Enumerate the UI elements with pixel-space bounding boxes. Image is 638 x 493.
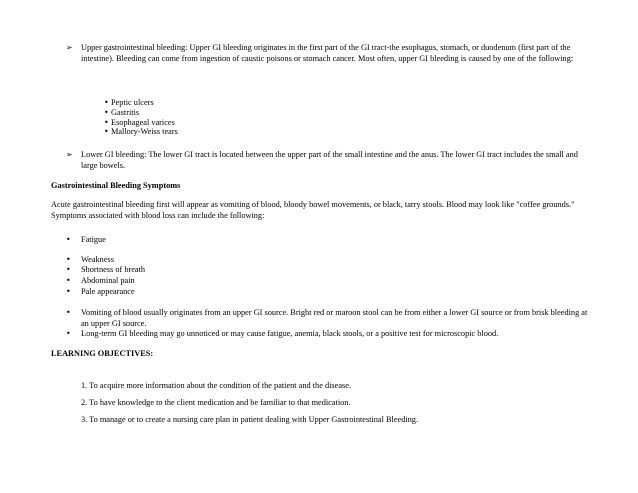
arrow-bullet-icon: ➢: [66, 150, 73, 159]
list-item: Weakness: [81, 255, 114, 264]
bullet-icon: •: [66, 265, 71, 274]
symptoms-intro: Acute gastrointestinal bleeding first will appear as vomiting of blood, bloody bowel movements, or black, tarry stools. Blood may look like "coffee grounds." Symptoms associated with blood loss can include the following:: [51, 200, 575, 220]
list-item: Gastritis: [111, 108, 140, 117]
bullet-icon: •: [104, 108, 109, 117]
bullet-icon: •: [66, 255, 71, 264]
list-item: Peptic ulcers: [111, 98, 154, 107]
list-item: Vomiting of blood usually originates from an upper GI source. Bright red or maroon stool can be from either a lower GI source or from brisk bleeding at an upper GI source.: [81, 308, 588, 328]
list-item: Fatigue: [81, 235, 106, 244]
bullet-icon: •: [66, 287, 71, 296]
arrow-bullet-icon: ➢: [66, 43, 73, 52]
objective-item: 3. To manage or to create a nursing care plan in patient dealing with Upper Gastrointestinal Bleeding.: [81, 415, 419, 424]
bullet-icon: •: [66, 235, 71, 244]
bullet-icon: •: [66, 308, 71, 317]
list-item: Long-term GI bleeding may go unnoticed or may cause fatigue, anemia, black stools, or a positive test for microscopic blood.: [81, 329, 499, 338]
objectives-heading: LEARNING OBJECTIVES:: [51, 349, 154, 358]
bullet-icon: •: [66, 276, 71, 285]
objective-item: 1. To acquire more information about the condition of the patient and the disease.: [81, 381, 351, 390]
objective-item: 2. To have knowledge to the client medication and be familiar to that medication.: [81, 398, 351, 407]
list-item: Esophageal varices: [111, 118, 175, 127]
list-item: Mallory-Weiss tears: [111, 127, 178, 136]
bullet-icon: •: [66, 329, 71, 338]
list-item: Abdominal pain: [81, 276, 135, 285]
bullet-icon: •: [104, 118, 109, 127]
symptoms-heading: Gastrointestinal Bleeding Symptoms: [51, 181, 181, 190]
bullet-icon: •: [104, 127, 109, 136]
list-item: Shortness of breath: [81, 265, 146, 274]
list-item: Pale appearance: [81, 287, 135, 296]
lower-gi-paragraph: Lower GI bleeding: The lower GI tract is located between the upper part of the small intestine and the anus. The lower GI tract includes the small and large bowels.: [81, 150, 578, 170]
upper-gi-paragraph: Upper gastrointestinal bleeding: Upper GI bleeding originates in the first part of the GI tract-the esophagus, stomach, or duodenum (first part of the intestine). Bleeding can come from ingestion of caustic poisons or stomach cancer. Most often, upper GI bleeding is caused by one of the following:: [81, 43, 574, 63]
bullet-icon: •: [104, 98, 109, 107]
